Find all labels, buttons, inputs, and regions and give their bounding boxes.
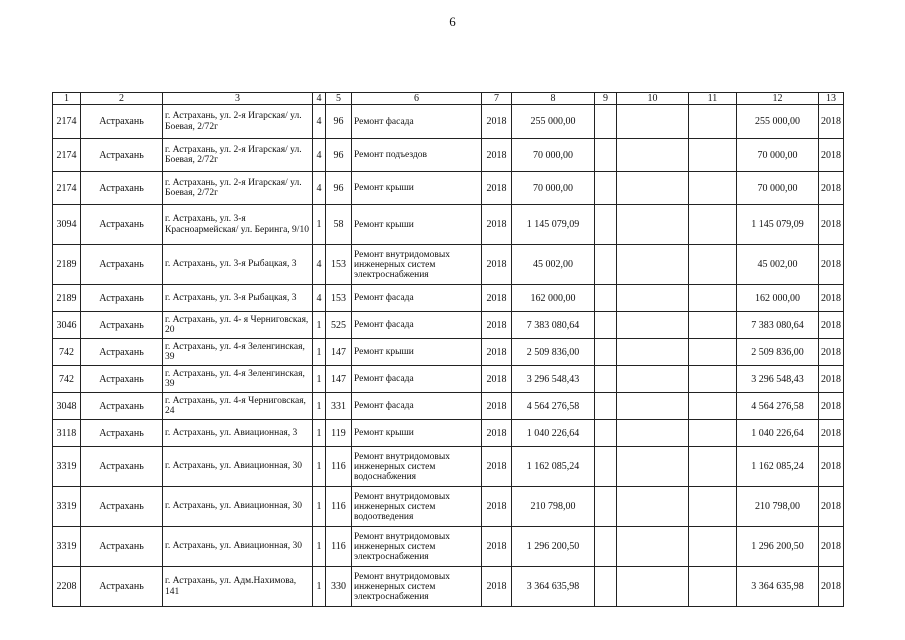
cell-work-type: Ремонт крыши: [352, 172, 482, 205]
cell-work-type: Ремонт крыши: [352, 205, 482, 245]
cell-work-type: Ремонт внутридомовых инженерных систем водоснабжения: [352, 447, 482, 487]
cell-city: Астрахань: [81, 567, 163, 607]
cell-city: Астрахань: [81, 312, 163, 339]
cell-col9: [595, 527, 617, 567]
cell-col9: [595, 172, 617, 205]
cell-end-year: 2018: [819, 339, 844, 366]
cell-id: 3319: [53, 527, 81, 567]
cell-cost: 70 000,00: [512, 172, 595, 205]
cell-id: 2174: [53, 105, 81, 139]
cell-col10: [617, 487, 689, 527]
table-row: [53, 139, 844, 172]
cell-col4: 1: [313, 339, 326, 366]
cell-total: 2 509 836,00: [737, 339, 819, 366]
cell-year: 2018: [482, 487, 512, 527]
cell-col11: [689, 527, 737, 567]
cell-address: г. Астрахань, ул. 3-я Рыбацкая, 3: [163, 285, 313, 312]
cell-total: 45 002,00: [737, 245, 819, 285]
cell-cost: 7 383 080,64: [512, 312, 595, 339]
cell-total: 7 383 080,64: [737, 312, 819, 339]
cell-end-year: 2018: [819, 172, 844, 205]
column-header: 5: [326, 93, 352, 105]
cell-col9: [595, 393, 617, 420]
cell-total: 1 040 226,64: [737, 420, 819, 447]
cell-year: 2018: [482, 245, 512, 285]
cell-id: 3048: [53, 393, 81, 420]
cell-year: 2018: [482, 447, 512, 487]
cell-city: Астрахань: [81, 527, 163, 567]
cell-end-year: 2018: [819, 285, 844, 312]
cell-address: г. Астрахань, ул. Авиационная, 3: [163, 420, 313, 447]
cell-address: г. Астрахань, ул. 4-я Зеленгинская, 39: [163, 366, 313, 393]
table-row: [53, 105, 844, 139]
cell-cost: 4 564 276,58: [512, 393, 595, 420]
cell-col10: [617, 105, 689, 139]
cell-city: Астрахань: [81, 447, 163, 487]
cell-total: 1 162 085,24: [737, 447, 819, 487]
cell-city: Астрахань: [81, 105, 163, 139]
cell-cost: 210 798,00: [512, 487, 595, 527]
cell-address: г. Астрахань, ул. 4-я Черниговская, 24: [163, 393, 313, 420]
column-header: 6: [352, 93, 482, 105]
cell-cost: 162 000,00: [512, 285, 595, 312]
cell-id: 3094: [53, 205, 81, 245]
cell-col5: 116: [326, 527, 352, 567]
cell-city: Астрахань: [81, 487, 163, 527]
cell-end-year: 2018: [819, 567, 844, 607]
column-header: 4: [313, 93, 326, 105]
cell-col10: [617, 527, 689, 567]
cell-col5: 147: [326, 339, 352, 366]
cell-work-type: Ремонт фасада: [352, 312, 482, 339]
cell-work-type: Ремонт крыши: [352, 420, 482, 447]
cell-year: 2018: [482, 285, 512, 312]
cell-id: 2189: [53, 245, 81, 285]
table-row: [53, 245, 844, 285]
cell-address: г. Астрахань, ул. Адм.Нахимова, 141: [163, 567, 313, 607]
cell-work-type: Ремонт фасада: [352, 366, 482, 393]
cell-total: 70 000,00: [737, 172, 819, 205]
cell-cost: 3 296 548,43: [512, 366, 595, 393]
table-row: [53, 527, 844, 567]
cell-year: 2018: [482, 172, 512, 205]
cell-col10: [617, 245, 689, 285]
cell-total: 162 000,00: [737, 285, 819, 312]
column-header: 11: [689, 93, 737, 105]
column-header: 1: [53, 93, 81, 105]
cell-id: 3046: [53, 312, 81, 339]
cell-address: г. Астрахань, ул. 2-я Игарская/ ул. Боевая, 2/72г: [163, 139, 313, 172]
cell-col5: 525: [326, 312, 352, 339]
column-header: 13: [819, 93, 844, 105]
cell-col5: 331: [326, 393, 352, 420]
cell-col10: [617, 447, 689, 487]
repair-schedule-table: [52, 92, 844, 607]
cell-end-year: 2018: [819, 420, 844, 447]
cell-cost: 1 040 226,64: [512, 420, 595, 447]
cell-cost: 2 509 836,00: [512, 339, 595, 366]
page-number: 6: [449, 14, 456, 29]
cell-col10: [617, 172, 689, 205]
cell-total: 70 000,00: [737, 139, 819, 172]
cell-end-year: 2018: [819, 366, 844, 393]
table-row: [53, 420, 844, 447]
cell-address: г. Астрахань, ул. 2-я Игарская/ ул. Боевая, 2/72г: [163, 105, 313, 139]
cell-col10: [617, 205, 689, 245]
cell-col9: [595, 420, 617, 447]
cell-col9: [595, 487, 617, 527]
cell-total: 1 145 079,09: [737, 205, 819, 245]
cell-year: 2018: [482, 312, 512, 339]
cell-end-year: 2018: [819, 205, 844, 245]
cell-col11: [689, 567, 737, 607]
cell-col5: 96: [326, 172, 352, 205]
cell-end-year: 2018: [819, 312, 844, 339]
table-row: [53, 339, 844, 366]
cell-col4: 4: [313, 285, 326, 312]
cell-col11: [689, 447, 737, 487]
cell-work-type: Ремонт фасада: [352, 285, 482, 312]
column-header: 12: [737, 93, 819, 105]
column-header: 9: [595, 93, 617, 105]
cell-work-type: Ремонт крыши: [352, 339, 482, 366]
cell-col11: [689, 312, 737, 339]
cell-address: г. Астрахань, ул. 2-я Игарская/ ул. Боевая, 2/72г: [163, 172, 313, 205]
cell-id: 3118: [53, 420, 81, 447]
cell-end-year: 2018: [819, 105, 844, 139]
cell-total: 255 000,00: [737, 105, 819, 139]
cell-col5: 147: [326, 366, 352, 393]
cell-year: 2018: [482, 139, 512, 172]
cell-col9: [595, 245, 617, 285]
cell-col4: 1: [313, 393, 326, 420]
cell-col11: [689, 285, 737, 312]
cell-id: 2189: [53, 285, 81, 312]
cell-year: 2018: [482, 393, 512, 420]
cell-col9: [595, 366, 617, 393]
cell-col9: [595, 205, 617, 245]
cell-city: Астрахань: [81, 205, 163, 245]
cell-cost: 3 364 635,98: [512, 567, 595, 607]
cell-col4: 1: [313, 487, 326, 527]
cell-id: 2174: [53, 139, 81, 172]
cell-col11: [689, 172, 737, 205]
cell-city: Астрахань: [81, 172, 163, 205]
cell-col4: 1: [313, 447, 326, 487]
cell-col4: 1: [313, 366, 326, 393]
cell-year: 2018: [482, 205, 512, 245]
cell-year: 2018: [482, 420, 512, 447]
cell-address: г. Астрахань, ул. Авиационная, 30: [163, 487, 313, 527]
cell-address: г. Астрахань, ул. Авиационная, 30: [163, 527, 313, 567]
cell-col5: 116: [326, 447, 352, 487]
cell-col5: 58: [326, 205, 352, 245]
cell-cost: 255 000,00: [512, 105, 595, 139]
cell-col10: [617, 285, 689, 312]
column-header: 8: [512, 93, 595, 105]
cell-col9: [595, 105, 617, 139]
cell-work-type: Ремонт внутридомовых инженерных систем электроснабжения: [352, 527, 482, 567]
cell-work-type: Ремонт внутридомовых инженерных систем водоотведения: [352, 487, 482, 527]
cell-col10: [617, 139, 689, 172]
cell-cost: 1 296 200,50: [512, 527, 595, 567]
cell-city: Астрахань: [81, 420, 163, 447]
column-header: 7: [482, 93, 512, 105]
cell-id: 3319: [53, 487, 81, 527]
cell-address: г. Астрахань, ул. 3-я Рыбацкая, 3: [163, 245, 313, 285]
cell-cost: 1 162 085,24: [512, 447, 595, 487]
cell-col11: [689, 105, 737, 139]
cell-address: г. Астрахань, ул. 4- я Черниговская, 20: [163, 312, 313, 339]
table-row: [53, 487, 844, 527]
cell-col9: [595, 312, 617, 339]
table-row: [53, 447, 844, 487]
column-header: 10: [617, 93, 689, 105]
cell-col5: 330: [326, 567, 352, 607]
cell-cost: 1 145 079,09: [512, 205, 595, 245]
cell-work-type: Ремонт внутридомовых инженерных систем электроснабжения: [352, 245, 482, 285]
cell-col5: 119: [326, 420, 352, 447]
cell-col5: 96: [326, 139, 352, 172]
cell-col9: [595, 339, 617, 366]
cell-work-type: Ремонт фасада: [352, 393, 482, 420]
table-row: [53, 393, 844, 420]
cell-col5: 153: [326, 285, 352, 312]
cell-total: 1 296 200,50: [737, 527, 819, 567]
cell-cost: 70 000,00: [512, 139, 595, 172]
cell-end-year: 2018: [819, 447, 844, 487]
cell-address: г. Астрахань, ул. 4-я Зеленгинская, 39: [163, 339, 313, 366]
cell-col9: [595, 139, 617, 172]
table-body: [53, 105, 844, 607]
cell-col11: [689, 420, 737, 447]
cell-total: 210 798,00: [737, 487, 819, 527]
cell-col11: [689, 245, 737, 285]
cell-id: 742: [53, 339, 81, 366]
cell-work-type: Ремонт внутридомовых инженерных систем электроснабжения: [352, 567, 482, 607]
cell-work-type: Ремонт подъездов: [352, 139, 482, 172]
cell-id: 742: [53, 366, 81, 393]
table-row: [53, 312, 844, 339]
cell-col4: 4: [313, 139, 326, 172]
cell-city: Астрахань: [81, 339, 163, 366]
table-row: [53, 366, 844, 393]
cell-col9: [595, 447, 617, 487]
cell-end-year: 2018: [819, 393, 844, 420]
cell-year: 2018: [482, 527, 512, 567]
cell-col4: 4: [313, 245, 326, 285]
cell-col4: 1: [313, 312, 326, 339]
cell-col4: 4: [313, 105, 326, 139]
cell-address: г. Астрахань, ул. 3-я Красноармейская/ ул. Беринга, 9/10: [163, 205, 313, 245]
cell-id: 3319: [53, 447, 81, 487]
cell-col10: [617, 393, 689, 420]
cell-city: Астрахань: [81, 245, 163, 285]
cell-year: 2018: [482, 339, 512, 366]
cell-col11: [689, 205, 737, 245]
cell-col9: [595, 567, 617, 607]
cell-col4: 1: [313, 420, 326, 447]
cell-col11: [689, 339, 737, 366]
cell-work-type: Ремонт фасада: [352, 105, 482, 139]
cell-col10: [617, 312, 689, 339]
cell-end-year: 2018: [819, 139, 844, 172]
cell-cost: 45 002,00: [512, 245, 595, 285]
table-row: [53, 172, 844, 205]
table-row: [53, 285, 844, 312]
cell-col10: [617, 339, 689, 366]
cell-col4: 1: [313, 205, 326, 245]
cell-total: 3 296 548,43: [737, 366, 819, 393]
cell-col9: [595, 285, 617, 312]
cell-col4: 4: [313, 172, 326, 205]
cell-total: 3 364 635,98: [737, 567, 819, 607]
column-header: 2: [81, 93, 163, 105]
cell-col4: 1: [313, 567, 326, 607]
cell-year: 2018: [482, 366, 512, 393]
cell-col4: 1: [313, 527, 326, 567]
cell-id: 2174: [53, 172, 81, 205]
cell-col11: [689, 366, 737, 393]
column-header: 3: [163, 93, 313, 105]
cell-year: 2018: [482, 105, 512, 139]
cell-total: 4 564 276,58: [737, 393, 819, 420]
cell-end-year: 2018: [819, 527, 844, 567]
cell-city: Астрахань: [81, 366, 163, 393]
cell-col10: [617, 567, 689, 607]
table-row: [53, 205, 844, 245]
cell-address: г. Астрахань, ул. Авиационная, 30: [163, 447, 313, 487]
cell-col5: 116: [326, 487, 352, 527]
cell-col5: 96: [326, 105, 352, 139]
cell-city: Астрахань: [81, 285, 163, 312]
cell-col10: [617, 420, 689, 447]
cell-col10: [617, 366, 689, 393]
cell-id: 2208: [53, 567, 81, 607]
cell-city: Астрахань: [81, 139, 163, 172]
cell-col11: [689, 139, 737, 172]
cell-year: 2018: [482, 567, 512, 607]
cell-col11: [689, 393, 737, 420]
cell-col5: 153: [326, 245, 352, 285]
cell-city: Астрахань: [81, 393, 163, 420]
header-row: [53, 93, 844, 105]
cell-end-year: 2018: [819, 245, 844, 285]
table-row: [53, 567, 844, 607]
cell-col11: [689, 487, 737, 527]
cell-end-year: 2018: [819, 487, 844, 527]
